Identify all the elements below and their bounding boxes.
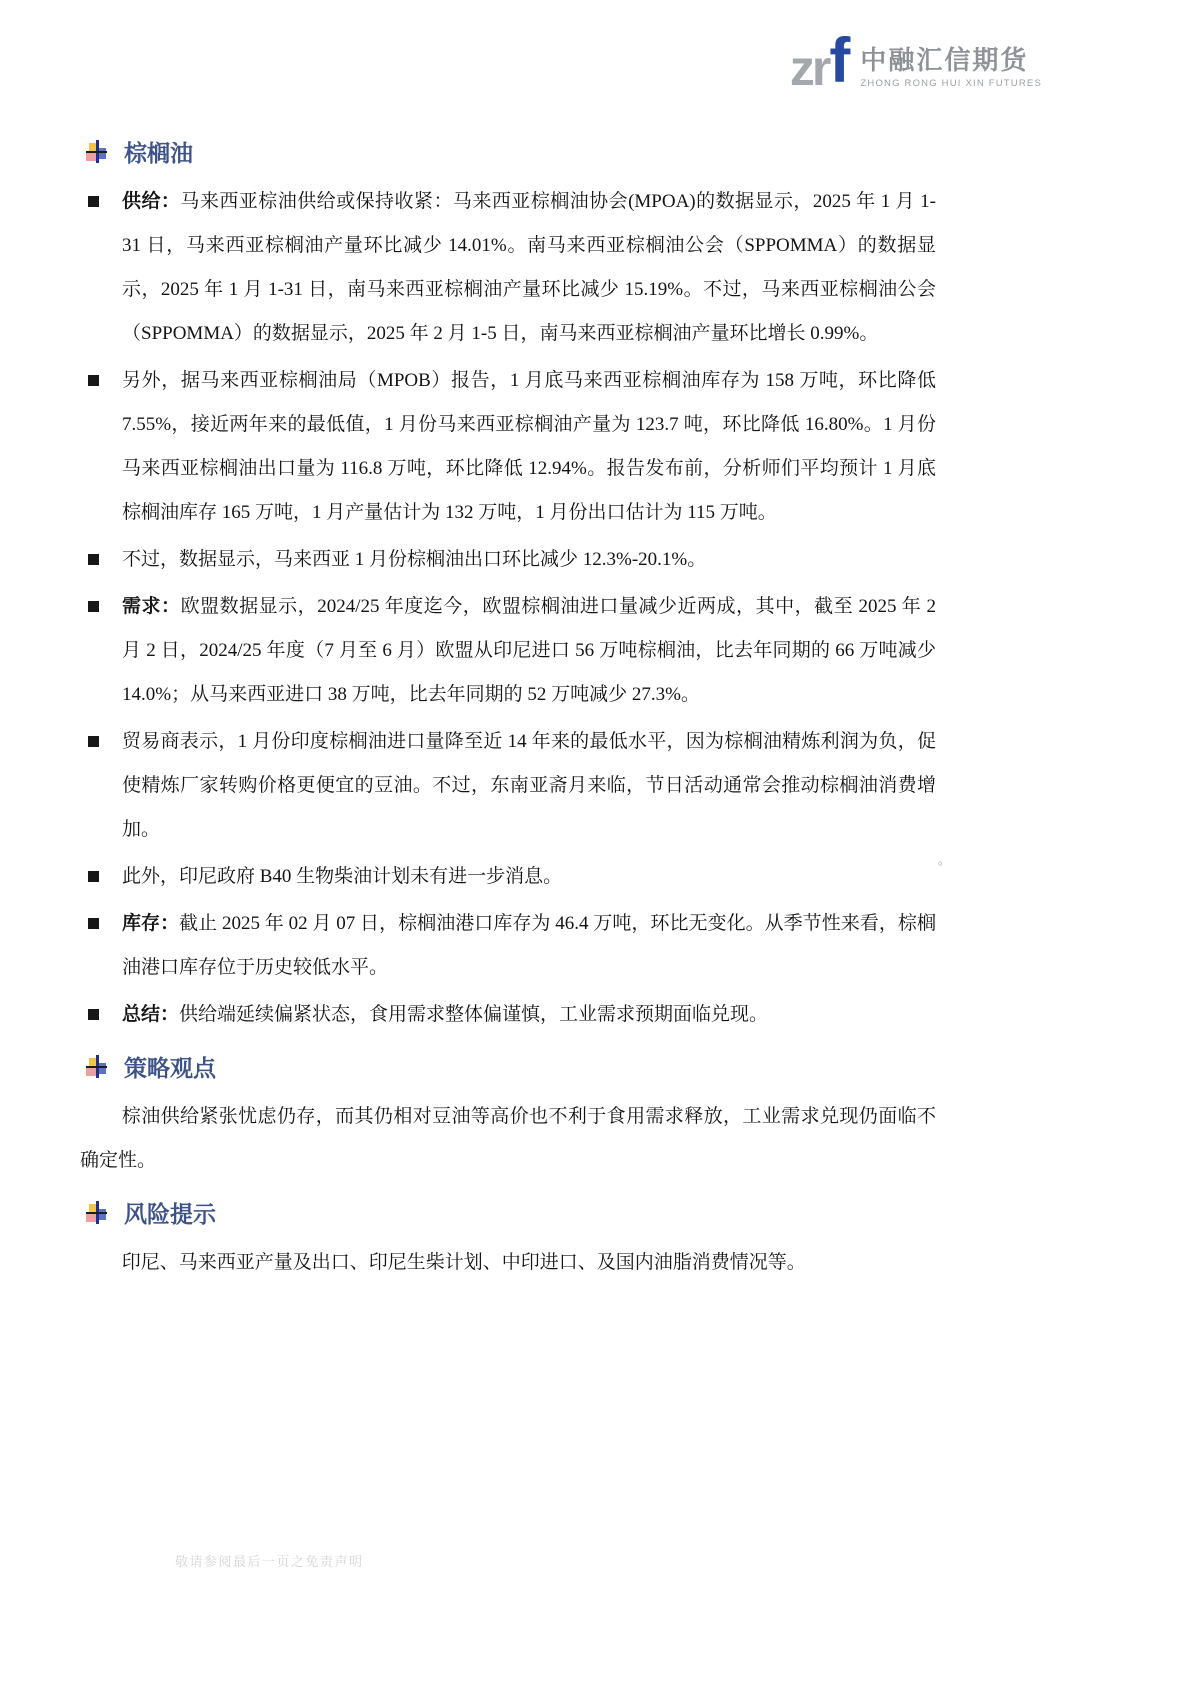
bullet-inventory bbox=[80, 902, 936, 990]
logo-f-letter: f bbox=[829, 26, 851, 96]
black-square-icon bbox=[88, 375, 99, 386]
black-square-icon bbox=[88, 1009, 99, 1020]
risk-paragraph: 印尼、马来西亚产量及出口、印尼生柴计划、中印进口、及国内油脂消费情况等。 bbox=[121, 1252, 806, 1273]
bullet-lead: 库存： bbox=[122, 913, 180, 934]
black-square-icon bbox=[88, 736, 99, 747]
bullet-summary bbox=[80, 993, 936, 1037]
footer-disclaimer: 敬请参阅最后一页之免责声明 bbox=[175, 1554, 364, 1569]
bullet-text: 供给端延续偏紧状态，食用需求整体偏谨慎，工业需求预期面临兑现。 bbox=[179, 1004, 769, 1025]
black-square-icon bbox=[88, 196, 99, 207]
palm-bullet-list bbox=[80, 180, 936, 1037]
report-body bbox=[80, 136, 936, 1289]
black-square-icon bbox=[88, 871, 99, 882]
bullet-mpob bbox=[80, 359, 936, 535]
bullet-text: 不过，数据显示，马来西亚 1 月份棕榈油出口环比减少 12.3%-20.1%。 bbox=[122, 549, 707, 570]
section-heading-strategy bbox=[80, 1051, 936, 1081]
bullet-india bbox=[80, 720, 936, 852]
bullet-text: 截止 2025 年 02 月 07 日，棕榈油港口库存为 46.4 万吨，环比无变化。从季节性来看，棕榈油港口库存位于历史较低水平。 bbox=[122, 913, 936, 978]
bullet-text: 此外，印尼政府 B40 生物柴油计划未有进一步消息。 bbox=[122, 866, 563, 887]
bullet-export bbox=[80, 538, 936, 582]
bullet-demand bbox=[80, 585, 936, 717]
logo-zr-letters: zr bbox=[789, 40, 829, 96]
logo-names bbox=[860, 46, 1042, 93]
bullet-lead: 总结： bbox=[122, 1004, 180, 1025]
bullet-lead: 供给： bbox=[122, 191, 181, 212]
bullet-supply bbox=[80, 180, 936, 356]
colored-cross-squares-icon bbox=[86, 1055, 108, 1078]
company-name-cn: 中融汇信期货 bbox=[860, 45, 1029, 76]
section-title: 策略观点 bbox=[124, 1054, 216, 1081]
colored-cross-squares-icon bbox=[86, 140, 108, 163]
bullet-b40 bbox=[80, 855, 936, 899]
company-name-en: ZHONG RONG HUI XIN FUTURES bbox=[860, 78, 1042, 89]
section-title: 棕榈油 bbox=[124, 139, 193, 166]
bullet-text: 另外，据马来西亚棕榈油局（MPOB）报告，1 月底马来西亚棕榈油库存为 158 万吨，环比降低 7.55%，接近两年来的最低值，1 月份马来西亚棕榈油产量为 123.7 吨，环比降低 16.80%。1 月份马来西亚棕榈油出口量为 116.8 万吨，环比降低 12.94%。报告发布前，分析师们平均预计 1 月底棕榈油库存 165 万吨，1 月产量估计为 132 万吨，1 月份出口估计为 115 万吨。 bbox=[122, 370, 936, 523]
bullet-text: 贸易商表示，1 月份印度棕榈油进口量降至近 14 年来的最低水平，因为棕榈油精炼利润为负，促使精炼厂家转购价格更便宜的豆油。不过，东南亚斋月来临，节日活动通常会推动棕榈油消费增加。 bbox=[122, 731, 936, 840]
section-heading-risk bbox=[80, 1197, 936, 1227]
company-logo bbox=[789, 26, 1042, 96]
logo-zrf-mark bbox=[789, 26, 851, 96]
black-square-icon bbox=[88, 918, 99, 929]
bullet-text: 欧盟数据显示，2024/25 年度迄今，欧盟棕榈油进口量减少近两成，其中，截至 2025 年 2 月 2 日，2024/25 年度（7 月至 6 月）欧盟从印尼进口 56 万吨棕榈油，比去年同期的 66 万吨减少 14.0%；从马来西亚进口 38 万吨，比去年同期的 52 万吨减少 27.3%。 bbox=[122, 596, 936, 705]
stray-mark: 。 bbox=[938, 853, 951, 867]
colored-cross-squares-icon bbox=[86, 1201, 108, 1224]
strategy-paragraph: 棕油供给紧张忧虑仍存，而其仍相对豆油等高价也不利于食用需求释放，工业需求兑现仍面临不确定性。 bbox=[80, 1106, 936, 1171]
bullet-text: 马来西亚棕油供给或保持收紧：马来西亚棕榈油协会(MPOA)的数据显示，2025 年 1 月 1-31 日，马来西亚棕榈油产量环比减少 14.01%。南马来西亚棕榈油公会（SPPOMMA）的数据显示，2025 年 1 月 1-31 日，南马来西亚棕榈油产量环比减少 15.19%。不过，马来西亚棕榈油公会（SPPOMMA）的数据显示，2025 年 2 月 1-5 日，南马来西亚棕榈油产量环比增长 0.99%。 bbox=[122, 191, 936, 344]
black-square-icon bbox=[88, 601, 99, 612]
bullet-lead: 需求： bbox=[122, 596, 181, 617]
section-heading-palm-oil bbox=[80, 136, 936, 166]
section-title: 风险提示 bbox=[124, 1200, 216, 1227]
black-square-icon bbox=[88, 554, 99, 565]
